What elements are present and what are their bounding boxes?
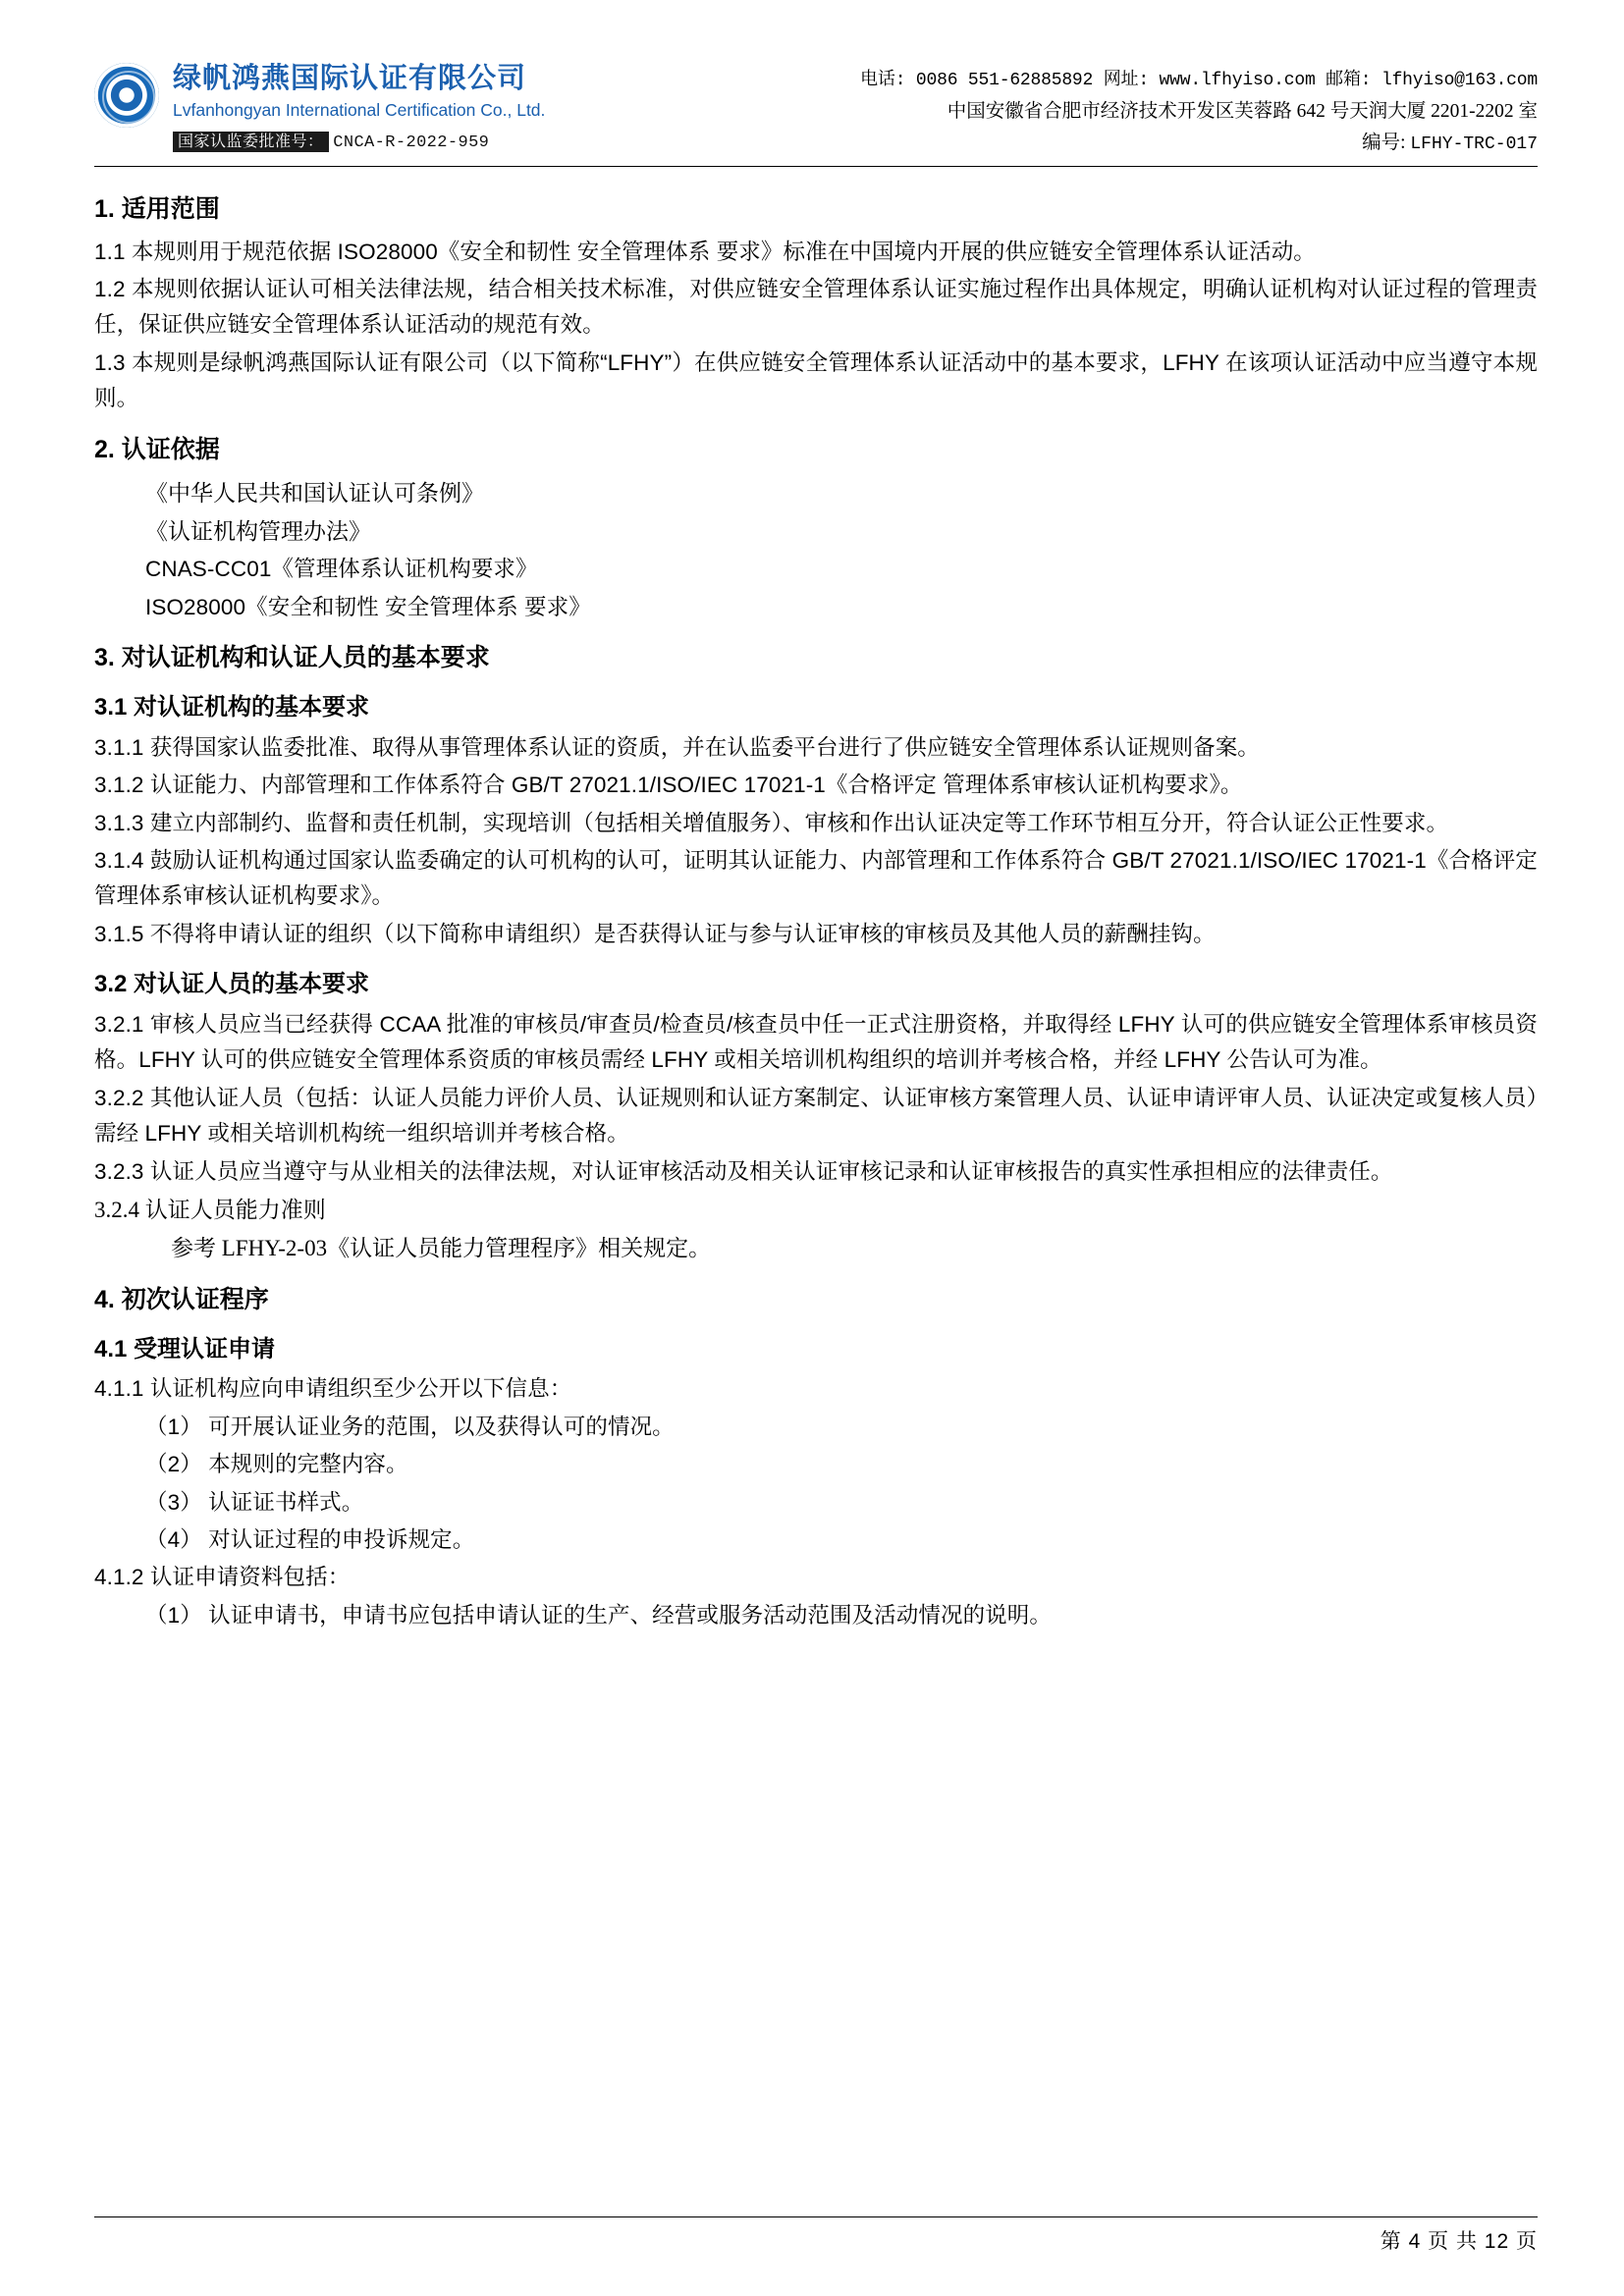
accreditation-label: 国家认监委批准号： (173, 132, 329, 152)
accreditation-code: CNCA-R-2022-959 (333, 133, 490, 152)
list-item-4-1-1-b: （2） 本规则的完整内容。 (145, 1452, 408, 1477)
contact-block (703, 61, 1538, 160)
basis-item-1: 《中华人民共和国认证认可条例》 (145, 480, 484, 506)
paragraph-3-1-3: 3.1.3 建立内部制约、监督和责任机制，实现培训（包括相关增值服务）、审核和作出认证决定等工作环节相互分开，符合认证公正性要求。 (94, 810, 1449, 835)
basis-item-4: ISO28000《安全和韧性 安全管理体系 要求》 (145, 594, 591, 619)
heading-3-1: 3.1 对认证机构的基本要求 (94, 694, 370, 721)
basis-item-2: 《认证机构管理办法》 (145, 518, 371, 544)
footer-divider (94, 2216, 1538, 2217)
document-number (703, 128, 1538, 160)
company-name-block (173, 61, 545, 152)
paragraph-3-2-1: 3.2.1 审核人员应当已经获得 CCAA 批准的审核员/审查员/检查员/核查员中任一正式注册资格，并取得经 LFHY 认可的供应链安全管理体系审核员资格。LFHY 认可的供应链安全管理体系资质的审核员需经 LFHY 或相关培训机构组织的培训并考核合格，并经 LFHY 公告认可为准。 (94, 1011, 1538, 1073)
paragraph-3-1-1: 3.1.1 获得国家认监委批准、取得从事管理体系认证的资质，并在认监委平台进行了供应链安全管理体系认证规则备案。 (94, 734, 1260, 760)
company-name-cn: 绿帆鸿燕国际认证有限公司 (173, 63, 527, 94)
list-item-4-1-1-c: （3） 认证证书样式。 (145, 1489, 364, 1515)
list-item-4-1-1-a: （1） 可开展认证业务的范围，以及获得认可的情况。 (145, 1414, 675, 1439)
paragraph-1-3: 1.3 本规则是绿帆鸿燕国际认证有限公司（以下简称“LFHY”）在供应链安全管理体系认证活动中的基本要求，LFHY 在该项认证活动中应当遵守本规则。 (94, 349, 1538, 411)
company-seal-icon (94, 63, 159, 128)
heading-certification-basis: 2. 认证依据 (94, 435, 220, 463)
page-number: 第 4 页 共 12 页 (1380, 2230, 1538, 2253)
heading-scope: 1. 适用范围 (94, 194, 220, 223)
heading-3-2: 3.2 对认证人员的基本要求 (94, 971, 370, 998)
document-number-value: LFHY-TRC-017 (1410, 133, 1538, 154)
paragraph-3-1-2: 3.1.2 认证能力、内部管理和工作体系符合 GB/T 27021.1/ISO/IEC 17021-1《合格评定 管理体系审核认证机构要求》。 (94, 773, 1243, 798)
accreditation-number (173, 129, 545, 152)
paragraph-3-2-2: 3.2.2 其他认证人员（包括：认证人员能力评价人员、认证规则和认证方案制定、认证审核方案管理人员、认证申请评审人员、认证决定或复核人员）需经 LFHY 或相关培训机构统一组织培训并考核合格。 (94, 1085, 1538, 1147)
paragraph-3-1-4: 3.1.4 鼓励认证机构通过国家认监委确定的认可机构的认可，证明其认证能力、内部管理和工作体系符合 GB/T 27021.1/ISO/IEC 17021-1《合格评定 管理体系审核认证机构要求》。 (94, 848, 1538, 909)
list-item-4-1-1-d: （4） 对认证过程的申投诉规定。 (145, 1526, 475, 1552)
company-logo-block (94, 61, 703, 152)
paragraph-4-1-2: 4.1.2 认证申请资料包括： (94, 1565, 351, 1590)
paragraph-3-2-3: 3.2.3 认证人员应当遵守与从业相关的法律法规，对认证审核活动及相关认证审核记录和认证审核报告的真实性承担相应的法律责任。 (94, 1158, 1393, 1184)
contact-address: 中国安徽省合肥市经济技术开发区芙蓉路 642 号天润大厦 2201-2202 室 (947, 100, 1538, 122)
company-name-en: Lvfanhongyan International Certification Co., Ltd. (173, 100, 546, 121)
list-item-4-1-2-a: （1） 认证申请书，申请书应包括申请认证的生产、经营或服务活动范围及活动情况的说明。 (145, 1602, 1052, 1628)
document-body (94, 167, 1538, 1634)
paragraph-3-2-4: 3.2.4 认证人员能力准则 (94, 1198, 326, 1223)
paragraph-3-1-5: 3.1.5 不得将申请认证的组织（以下简称申请组织）是否获得认证与参与认证审核的审核员及其他人员的薪酬挂钩。 (94, 921, 1216, 946)
contact-phone-web-email: 电话: 0086 551-62885892 网址: www.lfhyiso.com 邮箱: lfhyiso@163.com (860, 71, 1538, 90)
page-header (94, 61, 1538, 160)
paragraph-1-1: 1.1 本规则用于规范依据 ISO28000《安全和韧性 安全管理体系 要求》标准在中国境内开展的供应链安全管理体系认证活动。 (94, 239, 1316, 264)
heading-initial-certification: 4. 初次认证程序 (94, 1285, 269, 1313)
heading-4-1: 4.1 受理认证申请 (94, 1335, 276, 1362)
page-footer (94, 2216, 1538, 2255)
paragraph-4-1-1: 4.1.1 认证机构应向申请组织至少公开以下信息： (94, 1376, 572, 1402)
document-number-label: 编号: (1362, 132, 1406, 153)
basis-item-3: CNAS-CC01《管理体系认证机构要求》 (145, 557, 538, 582)
paragraph-1-2: 1.2 本规则依据认证认可相关法律法规，结合相关技术标准，对供应链安全管理体系认证实施过程作出具体规定，明确认证机构对认证过程的管理责任，保证供应链安全管理体系认证活动的规范有效。 (94, 276, 1538, 338)
heading-basic-requirements: 3. 对认证机构和认证人员的基本要求 (94, 644, 490, 672)
paragraph-3-2-4-reference: 参考 LFHY-2-03《认证人员能力管理程序》相关规定。 (171, 1236, 712, 1261)
